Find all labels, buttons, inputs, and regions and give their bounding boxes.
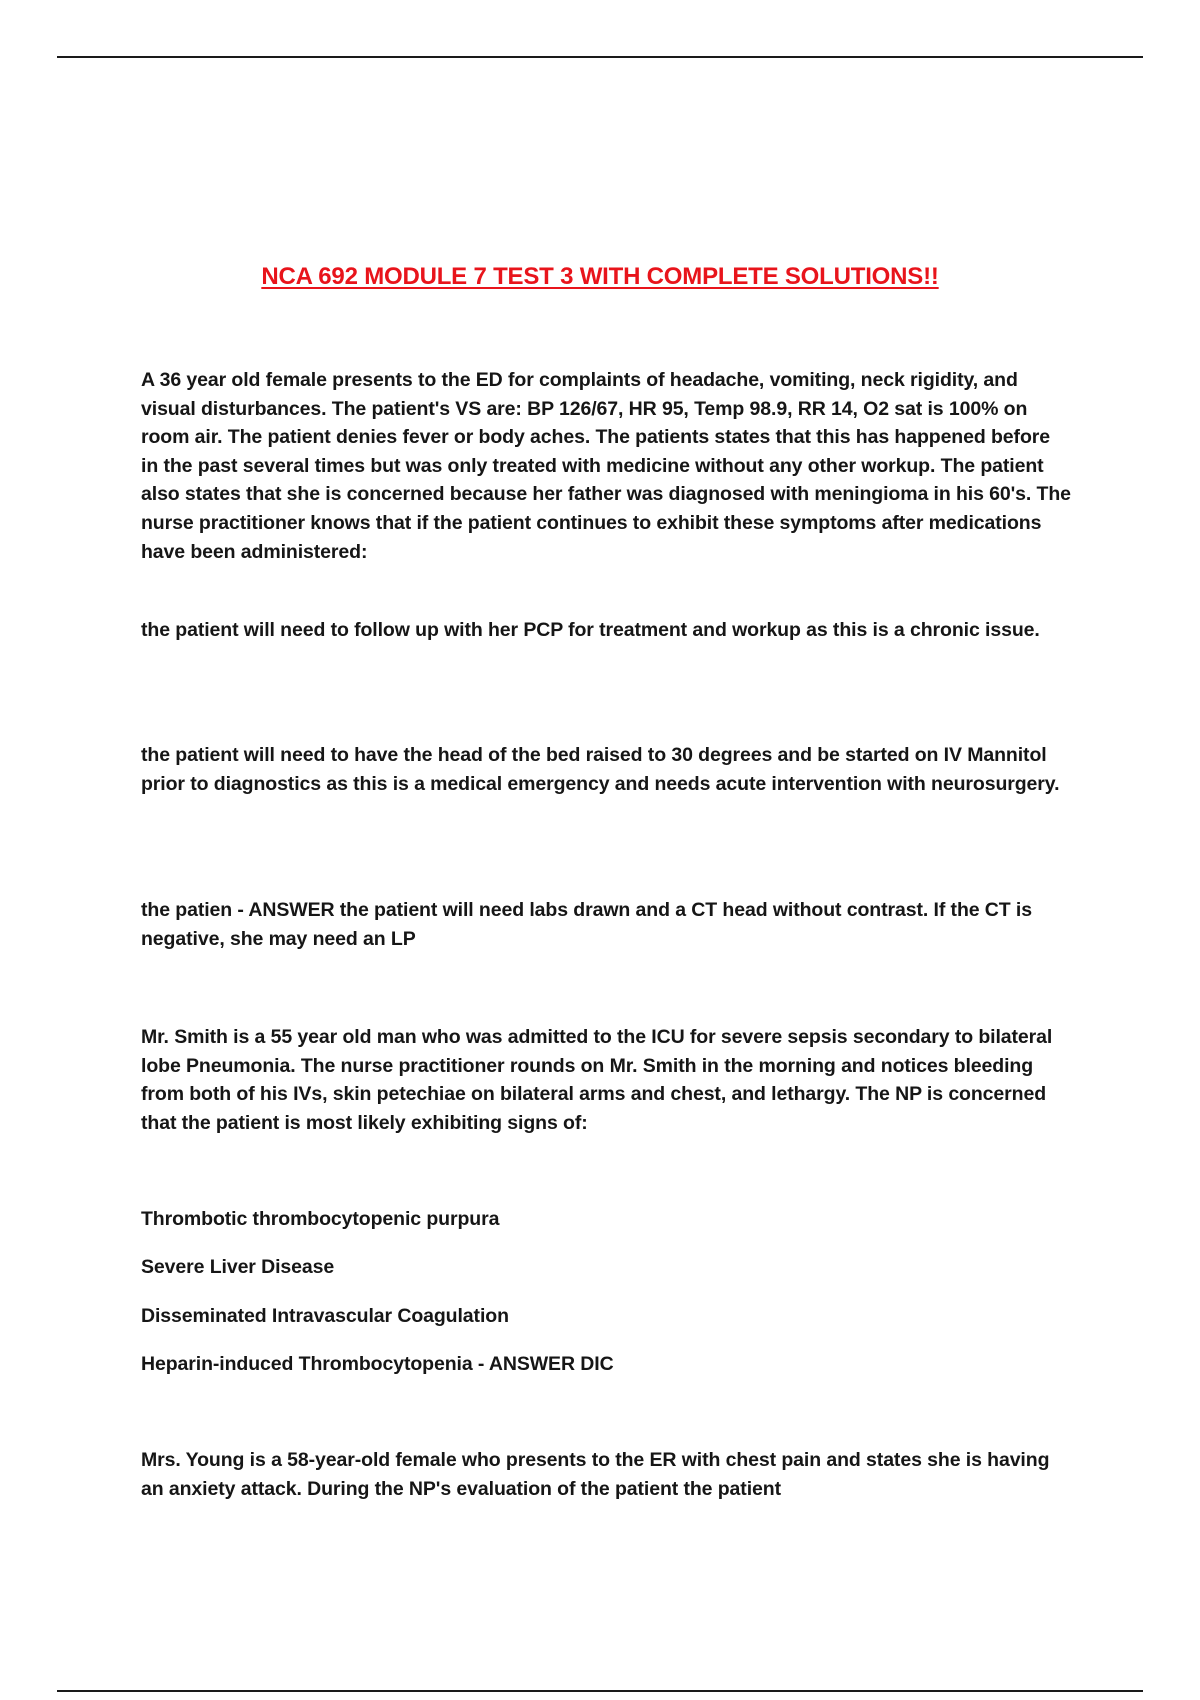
document-title: NCA 692 MODULE 7 TEST 3 WITH COMPLETE SOLUTIONS!! (261, 263, 939, 290)
question-2-stem: Mr. Smith is a 55 year old man who was admitted to the ICU for severe sepsis secondary to bilateral lobe Pneumonia. The nurse practitioner rounds on Mr. Smith in the morning and notices bleeding from both of his IVs, skin petechiae on bilateral arms and chest, and lethargy. The NP is concerned that the patient is most likely exhibiting signs of: (141, 1026, 1053, 1134)
footer-rule (57, 1690, 1143, 1692)
header-rule (57, 56, 1143, 58)
question-1-answer: the patien - ANSWER the patient will need labs drawn and a CT head without contrast. If the CT is negative, she may need an LP (141, 899, 1032, 950)
question-2-option: Thrombotic thrombocytopenic purpura (141, 1208, 500, 1230)
question-2-option: Severe Liver Disease (141, 1256, 335, 1278)
question-1-stem: A 36 year old female presents to the ED for complaints of headache, vomiting, neck rigidity, and visual disturbances. The patient's VS are: BP 126/67, HR 95, Temp 98.9, RR 14, O2 sat is 100% on room air. The patient denies fever or body aches. The patients states that this has happened before in the past several times but was only treated with medicine without any other workup. The patient also states that she is concerned because her father was diagnosed with meningioma in his 60's. The nurse practitioner knows that if the patient continues to exhibit these symptoms after medications have been administered: (141, 369, 1071, 563)
question-3-stem: Mrs. Young is a 58-year-old female who presents to the ER with chest pain and states she is having an anxiety attack. During the NP's evaluation of the patient the patient (141, 1449, 1050, 1500)
question-2-option: Disseminated Intravascular Coagulation (141, 1305, 509, 1327)
question-1-option-b: the patient will need to have the head of the bed raised to 30 degrees and be started on IV Mannitol prior to diagnostics as this is a medical emergency and needs acute intervention with neurosurgery. (141, 744, 1060, 795)
question-2-answer: Heparin-induced Thrombocytopenia - ANSWER DIC (141, 1353, 614, 1375)
question-1-option-a: the patient will need to follow up with her PCP for treatment and workup as this is a chronic issue. (141, 619, 1040, 641)
